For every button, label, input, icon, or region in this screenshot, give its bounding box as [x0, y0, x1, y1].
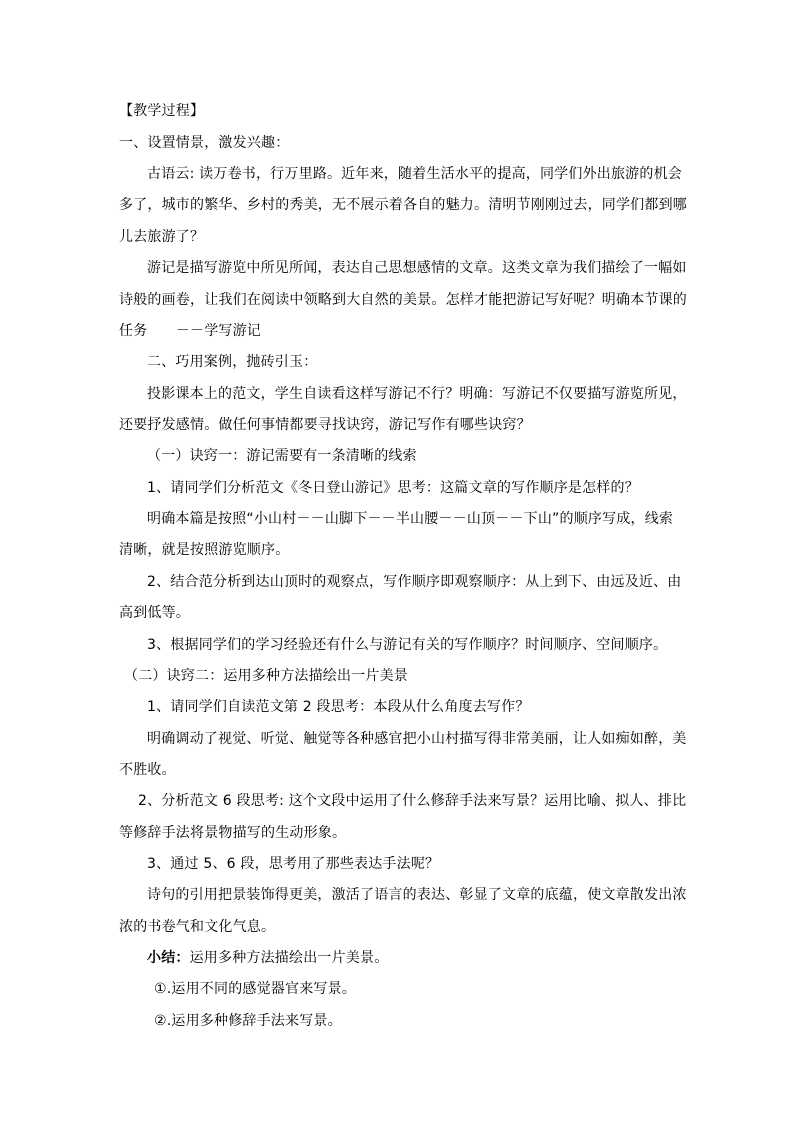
tip1-heading: （一）诀窍一：游记需要有一条清晰的线索	[147, 448, 417, 464]
question-line: 1、请同学们自读范文第 2 段思考：本段从什么角度去写作？	[147, 699, 530, 715]
tip2-heading: （二）诀窍二：运用多种方法描绘出一片美景	[124, 668, 408, 684]
summary-label: 小结：	[147, 950, 190, 966]
answer-line: 诗句的引用把景装饰得更美，激活了语言的表达、彰显了文章的底蕴，使文章散发出浓	[147, 887, 687, 903]
paragraph-line: 投影课本上的范文，学生自读看这样写游记不行？明确：写游记不仅要描写游览所见，	[147, 386, 687, 402]
answer-line: 浓的书卷气和文化气息。	[119, 919, 276, 935]
paragraph-line: 游记是描写游览中所见所闻，表达自己思想感情的文章。这类文章为我们描绘了一幅如	[147, 260, 687, 276]
step1-heading: 一、设置情景，激发兴趣：	[119, 135, 290, 151]
paragraph-line: 古语云: 读万卷书，行万里路。近年来，随着生活水平的提高，同学们外出旅游的机会	[147, 166, 682, 182]
paragraph-line: 任务 －－学写游记	[119, 323, 261, 339]
question-line: 高到低等。	[119, 605, 190, 621]
paragraph-line: 儿去旅游了？	[119, 229, 205, 245]
summary-item: ②.运用多种修辞手法来写景。	[154, 1013, 342, 1029]
question-line: 2、结合范分析到达山顶时的观察点，写作顺序即观察顺序：从上到下、由远及近、由	[147, 574, 682, 590]
section-title: 【教学过程】	[119, 103, 205, 119]
question-line: 等修辞手法将景物描写的生动形象。	[119, 825, 347, 841]
summary-line	[147, 950, 707, 966]
paragraph-line: 还要抒发感情。做任何事情都要寻找诀窍，游记写作有哪些诀窍？	[119, 417, 531, 433]
question-line: 1、请同学们分析范文《冬日登山游记》思考：这篇文章的写作顺序是怎样的？	[147, 480, 639, 496]
step2-heading: 二、巧用案例，抛砖引玉：	[147, 354, 318, 370]
answer-line: 明确调动了视觉、听觉、触觉等各种感官把小山村描写得非常美丽，让人如痴如醉，美	[147, 731, 687, 747]
summary-item: ①.运用不同的感觉器官来写景。	[154, 981, 357, 997]
question-line: 2、分析范文 6 段思考: 这个文段中运用了什么修辞手法来写景？运用比喻、拟人、排比	[138, 793, 687, 809]
answer-line: 不胜收。	[119, 762, 176, 778]
paragraph-line: 多了，城市的繁华、乡村的秀美，无不展示着各自的魅力。清明节刚刚过去，同学们都到哪	[119, 197, 687, 213]
answer-line: 明确本篇是按照“小山村－－山脚下－－半山腰－－山顶－－下山”的顺序写成，线索	[147, 511, 674, 527]
summary-text: 运用多种方法描绘出一片美景。	[189, 950, 389, 966]
question-line: 3、通过 5、6 段，思考用了那些表达手法呢？	[147, 856, 440, 872]
answer-line: 清晰，就是按照游览顺序。	[119, 542, 290, 558]
paragraph-line: 诗般的画卷，让我们在阅读中领略到大自然的美景。怎样才能把游记写好呢？明确本节课的	[119, 292, 687, 308]
question-line: 3、根据同学们的学习经验还有什么与游记有关的写作顺序？时间顺序、空间顺序。	[147, 637, 668, 653]
